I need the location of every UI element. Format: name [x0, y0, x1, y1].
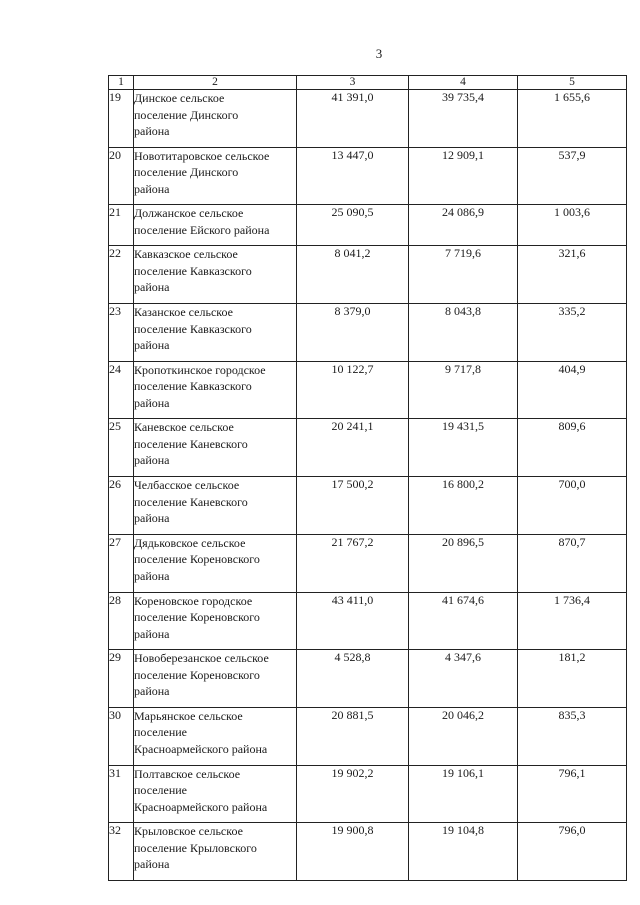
settlement-name: [134, 765, 297, 823]
settlement-name-line: поселение Ейского района: [134, 222, 270, 237]
settlement-name-line: поселение Динского: [134, 165, 239, 180]
value-c3: 25 090,5: [297, 205, 409, 246]
settlement-name-line: поселение Динского: [134, 107, 239, 122]
settlement-name-line: Дядьковское сельское: [134, 535, 246, 550]
value-c4: 39 735,4: [409, 90, 518, 148]
value-c3: 4 528,8: [297, 650, 409, 708]
settlement-name-line: поселение Каневского: [134, 436, 248, 451]
settlement-name-line: поселение: [134, 783, 188, 798]
settlement-name-line: Новоберезанское сельское: [134, 651, 269, 666]
value-c4: 4 347,6: [409, 650, 518, 708]
settlement-name-line: Красноармейского района: [134, 799, 268, 814]
table-row: [109, 246, 627, 304]
value-c4: 12 909,1: [409, 147, 518, 205]
settlement-name-line: поселение Кавказского: [134, 263, 252, 278]
table-body: [109, 90, 627, 881]
settlement-name-line: Полтавское сельское: [134, 766, 241, 781]
settlement-name-line: поселение Крыловского: [134, 840, 257, 855]
settlement-name: [134, 361, 297, 419]
row-number: 27: [109, 534, 134, 592]
header-cell-1: 1: [109, 76, 134, 90]
table-row: [109, 304, 627, 362]
settlement-name-line: района: [134, 124, 170, 138]
settlement-name-line: района: [134, 338, 170, 353]
settlement-name-line: Кореновское городское: [134, 593, 253, 608]
table-row: [109, 534, 627, 592]
row-number: 25: [109, 419, 134, 477]
value-c5: 1 003,6: [518, 205, 627, 246]
header-cell-5: 5: [518, 76, 627, 90]
value-c3: 41 391,0: [297, 90, 409, 148]
settlement-name: [134, 707, 297, 765]
header-cell-2: 2: [134, 76, 297, 90]
value-c3: 17 500,2: [297, 477, 409, 535]
table-row: [109, 592, 627, 650]
settlement-name-line: поселение Каневского: [134, 494, 248, 509]
settlement-name: [134, 477, 297, 535]
settlement-name-line: поселение Кавказского: [134, 379, 252, 394]
row-number: 24: [109, 361, 134, 419]
row-number: 31: [109, 765, 134, 823]
table-row: [109, 361, 627, 419]
settlement-name-line: района: [134, 684, 170, 699]
settlement-name: [134, 650, 297, 708]
settlement-name-line: Казанское сельское: [134, 305, 233, 320]
value-c5: 181,2: [518, 650, 627, 708]
value-c3: 20 881,5: [297, 707, 409, 765]
settlement-name: [134, 823, 297, 881]
settlement-name-line: Динское сельское: [134, 91, 225, 105]
value-c4: 19 106,1: [409, 765, 518, 823]
settlement-name-line: района: [134, 857, 170, 872]
value-c4: 7 719,6: [409, 246, 518, 304]
row-number: 20: [109, 147, 134, 205]
settlement-name-line: поселение: [134, 725, 188, 740]
settlement-name-line: района: [134, 568, 170, 583]
value-c5: 700,0: [518, 477, 627, 535]
value-c4: 41 674,6: [409, 592, 518, 650]
row-number: 26: [109, 477, 134, 535]
settlement-name-line: поселение Кавказского: [134, 321, 252, 336]
value-c4: 19 431,5: [409, 419, 518, 477]
data-table: [108, 75, 627, 881]
header-cell-4: 4: [409, 76, 518, 90]
value-c5: 870,7: [518, 534, 627, 592]
value-c4: 16 800,2: [409, 477, 518, 535]
value-c4: 8 043,8: [409, 304, 518, 362]
row-number: 19: [109, 90, 134, 148]
header-row: [109, 76, 627, 90]
settlement-name-line: Челбасское сельское: [134, 478, 240, 493]
value-c5: 809,6: [518, 419, 627, 477]
value-c3: 43 411,0: [297, 592, 409, 650]
settlement-name-line: района: [134, 511, 170, 526]
settlement-name: [134, 246, 297, 304]
settlement-name-line: Каневское сельское: [134, 420, 234, 435]
settlement-name-line: поселение Кореновского: [134, 610, 260, 624]
value-c4: 19 104,8: [409, 823, 518, 881]
row-number: 29: [109, 650, 134, 708]
settlement-name: [134, 205, 297, 246]
value-c5: 835,3: [518, 707, 627, 765]
settlement-name-line: Кавказское сельское: [134, 247, 238, 262]
table-row: [109, 90, 627, 148]
value-c3: 20 241,1: [297, 419, 409, 477]
settlement-name: [134, 90, 297, 148]
settlement-name-line: района: [134, 181, 170, 196]
table-row: [109, 650, 627, 708]
settlement-name-line: Кропоткинское городское: [134, 362, 266, 377]
value-c3: 21 767,2: [297, 534, 409, 592]
row-number: 30: [109, 707, 134, 765]
table-row: [109, 477, 627, 535]
value-c5: 335,2: [518, 304, 627, 362]
settlement-name-line: Марьянское сельское: [134, 708, 243, 723]
settlement-name-line: Должанское сельское: [134, 206, 244, 221]
row-number: 22: [109, 246, 134, 304]
value-c5: 1 736,4: [518, 592, 627, 650]
table-header: [109, 76, 627, 90]
value-c4: 24 086,9: [409, 205, 518, 246]
value-c3: 19 900,8: [297, 823, 409, 881]
value-c3: 19 902,2: [297, 765, 409, 823]
settlement-name-line: района: [134, 626, 170, 641]
row-number: 23: [109, 304, 134, 362]
table-row: [109, 707, 627, 765]
settlement-name: [134, 592, 297, 650]
value-c3: 8 041,2: [297, 246, 409, 304]
settlement-name: [134, 419, 297, 477]
value-c5: 537,9: [518, 147, 627, 205]
table-row: [109, 205, 627, 246]
value-c4: 20 046,2: [409, 707, 518, 765]
table-row: [109, 823, 627, 881]
row-number: 21: [109, 205, 134, 246]
row-number: 32: [109, 823, 134, 881]
value-c3: 10 122,7: [297, 361, 409, 419]
value-c5: 796,1: [518, 765, 627, 823]
settlement-name-line: Красноармейского района: [134, 741, 268, 756]
value-c5: 321,6: [518, 246, 627, 304]
value-c3: 13 447,0: [297, 147, 409, 205]
value-c3: 8 379,0: [297, 304, 409, 362]
table-row: [109, 419, 627, 477]
value-c4: 9 717,8: [409, 361, 518, 419]
settlement-name: [134, 304, 297, 362]
settlement-name: [134, 147, 297, 205]
value-c5: 796,0: [518, 823, 627, 881]
settlement-name-line: района: [134, 395, 170, 410]
table-row: [109, 147, 627, 205]
settlement-name-line: поселение Кореновского: [134, 552, 260, 567]
settlement-name-line: района: [134, 453, 170, 468]
settlement-name: [134, 534, 297, 592]
settlement-name-line: района: [134, 280, 170, 295]
table-row: [109, 765, 627, 823]
row-number: 28: [109, 592, 134, 650]
settlement-name-line: поселение Кореновского: [134, 667, 260, 682]
value-c5: 404,9: [518, 361, 627, 419]
header-cell-3: 3: [297, 76, 409, 90]
value-c5: 1 655,6: [518, 90, 627, 148]
settlement-name-line: Крыловское сельское: [134, 824, 243, 839]
value-c4: 20 896,5: [409, 534, 518, 592]
page-number: 3: [375, 46, 383, 61]
settlement-name-line: Новотитаровское сельское: [134, 148, 270, 163]
